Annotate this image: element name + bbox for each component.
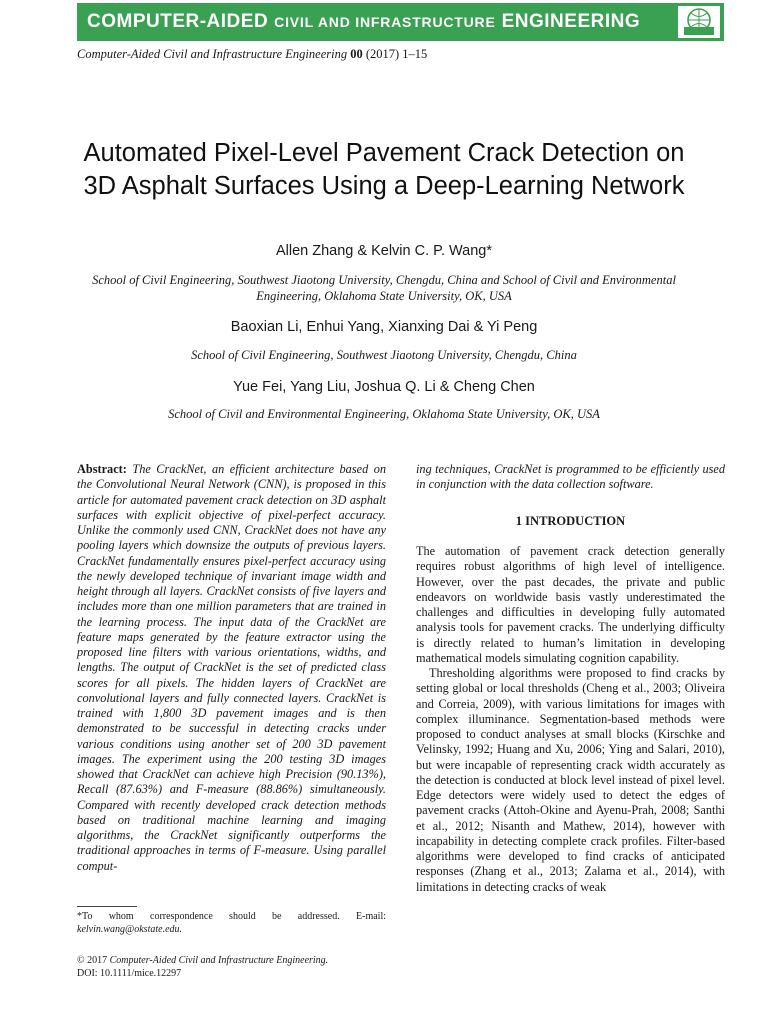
banner-text-1: COMPUTER-AIDED [87, 11, 269, 32]
footnote-email: kelvin.wang@okstate.edu. [77, 924, 183, 935]
banner-text-2: CIVIL AND INFRASTRUCTURE [274, 14, 496, 30]
affiliation: School of Civil Engineering, Southwest Jiaotong University, Chengdu, China [191, 348, 577, 362]
abstract-continuation: ing techniques, CrackNet is programmed to be efficiently used in conjunction with the data collection software. [416, 462, 725, 492]
affiliation: School of Civil Engineering, Southwest Jiaotong University, Chengdu, China and School of Civil and Environmental Engineering, Oklahoma State University, OK, USA [92, 273, 676, 303]
paper-title [40, 137, 728, 203]
abstract [77, 462, 386, 874]
journal-name: Computer-Aided Civil and Infrastructure Engineering [77, 47, 348, 61]
title-line-1: Automated Pixel-Level Pavement Crack Detection on [83, 139, 685, 167]
footnote-text: *To whom correspondence should be addressed. E-mail: [77, 911, 386, 922]
footnote-divider [77, 906, 137, 907]
affiliation: School of Civil and Environmental Engineering, Oklahoma State University, OK, USA [168, 407, 600, 421]
introduction-body [416, 544, 725, 895]
author-list: Baoxian Li, Enhui Yang, Xianxing Dai & Yi Peng [230, 319, 538, 335]
journal-volume: 00 [350, 47, 363, 61]
copyright-block [77, 954, 477, 980]
journal-logo-icon [678, 6, 720, 38]
correspondence-footnote [77, 910, 386, 936]
paragraph: Thresholding algorithms were proposed to find cracks by setting global or local thresholds (Cheng et al., 2003; Oliveira and Correia, 2009), with various limitations for images with complex illuminance. Segmentation-based methods were proposed to conduct analyses at small blocks (Kirschke and Velinsky, 1992; Huang and Xu, 2006; Ying and Salari, 2010), but were incapable of representing crack width accurately as the detection is conducted at block level instead of pixel level. Edge detectors were widely used to detect the edges of pavement cracks (Attoh-Okine and Ayenu-Prah, 2008; Santhi et al., 2012; Nisanth and Mathew, 2014), however with incapability in detecting complete crack profiles. Filter-based algorithms were developed to find cracks of anticipated responses (Zhang et al., 2013; Zalama et al., 2014), with limitations in detecting cracks of weak [416, 666, 725, 894]
paragraph: The automation of pavement crack detection generally requires robust algorithms of high level of intelligence. However, over the past decades, the private and public endeavors on worldwide basis vastly underestimated the challenges and difficulties in developing fully automated analysis tools for pavement cracks. The underlying difficulty is directly related to human’s limitation in developing mathematical models simulating cognition capability. [416, 544, 725, 665]
author-list: Allen Zhang & Kelvin C. P. Wang* [275, 243, 492, 259]
banner-text-3: ENGINEERING [501, 11, 641, 32]
journal-year: (2017) [365, 47, 400, 61]
journal-pages: 1–15 [402, 47, 428, 61]
copyright-journal: Computer-Aided Civil and Infrastructure Engineering. [109, 955, 329, 966]
author-list: Yue Fei, Yang Liu, Joshua Q. Li & Cheng Chen [233, 379, 535, 395]
title-line-2: 3D Asphalt Surfaces Using a Deep-Learning Network [83, 172, 685, 200]
abstract-text: The CrackNet, an efficient architecture based on the Convolutional Neural Network (CNN), is proposed in this article for automated pavement crack detection on 3D asphalt surfaces with explicit objective of pixel-perfect accuracy. Unlike the commonly used CNN, CrackNet does not have any pooling layers which downsize the outputs of previous layers. CrackNet fundamentally ensures pixel-perfect accuracy using the newly developed technique of invariant image width and height through all layers. CrackNet consists of five layers and includes more than one million parameters that are trained in the learning process. The input data of the CrackNet are feature maps generated by the feature extractor using the proposed line filters with various orientations, widths, and lengths. The output of CrackNet is the set of predicted class scores for all pixels. The hidden layers of CrackNet are convolutional layers and fully connected layers. CrackNet is trained with 1,800 3D pavement images and is then demonstrated to be successful in detecting cracks under various conditions using another set of 200 3D pavement images. The experiment using the 200 testing 3D images showed that CrackNet can achieve high Precision (90.13%), Recall (87.63%) and F-measure (88.86%) simultaneously. Compared with recently developed crack detection methods based on traditional machine learning and imaging algorithms, the CrackNet significantly outperforms the traditional approaches in terms of F-measure. Using parallel comput- [77, 462, 387, 873]
doi: DOI: 10.1111/mice.12297 [77, 968, 182, 979]
copyright-year: © 2017 [77, 955, 108, 966]
abstract-label: Abstract: [77, 462, 127, 476]
journal-citation-line [77, 47, 427, 62]
section-heading: 1 INTRODUCTION [515, 514, 626, 528]
journal-banner [77, 3, 724, 41]
